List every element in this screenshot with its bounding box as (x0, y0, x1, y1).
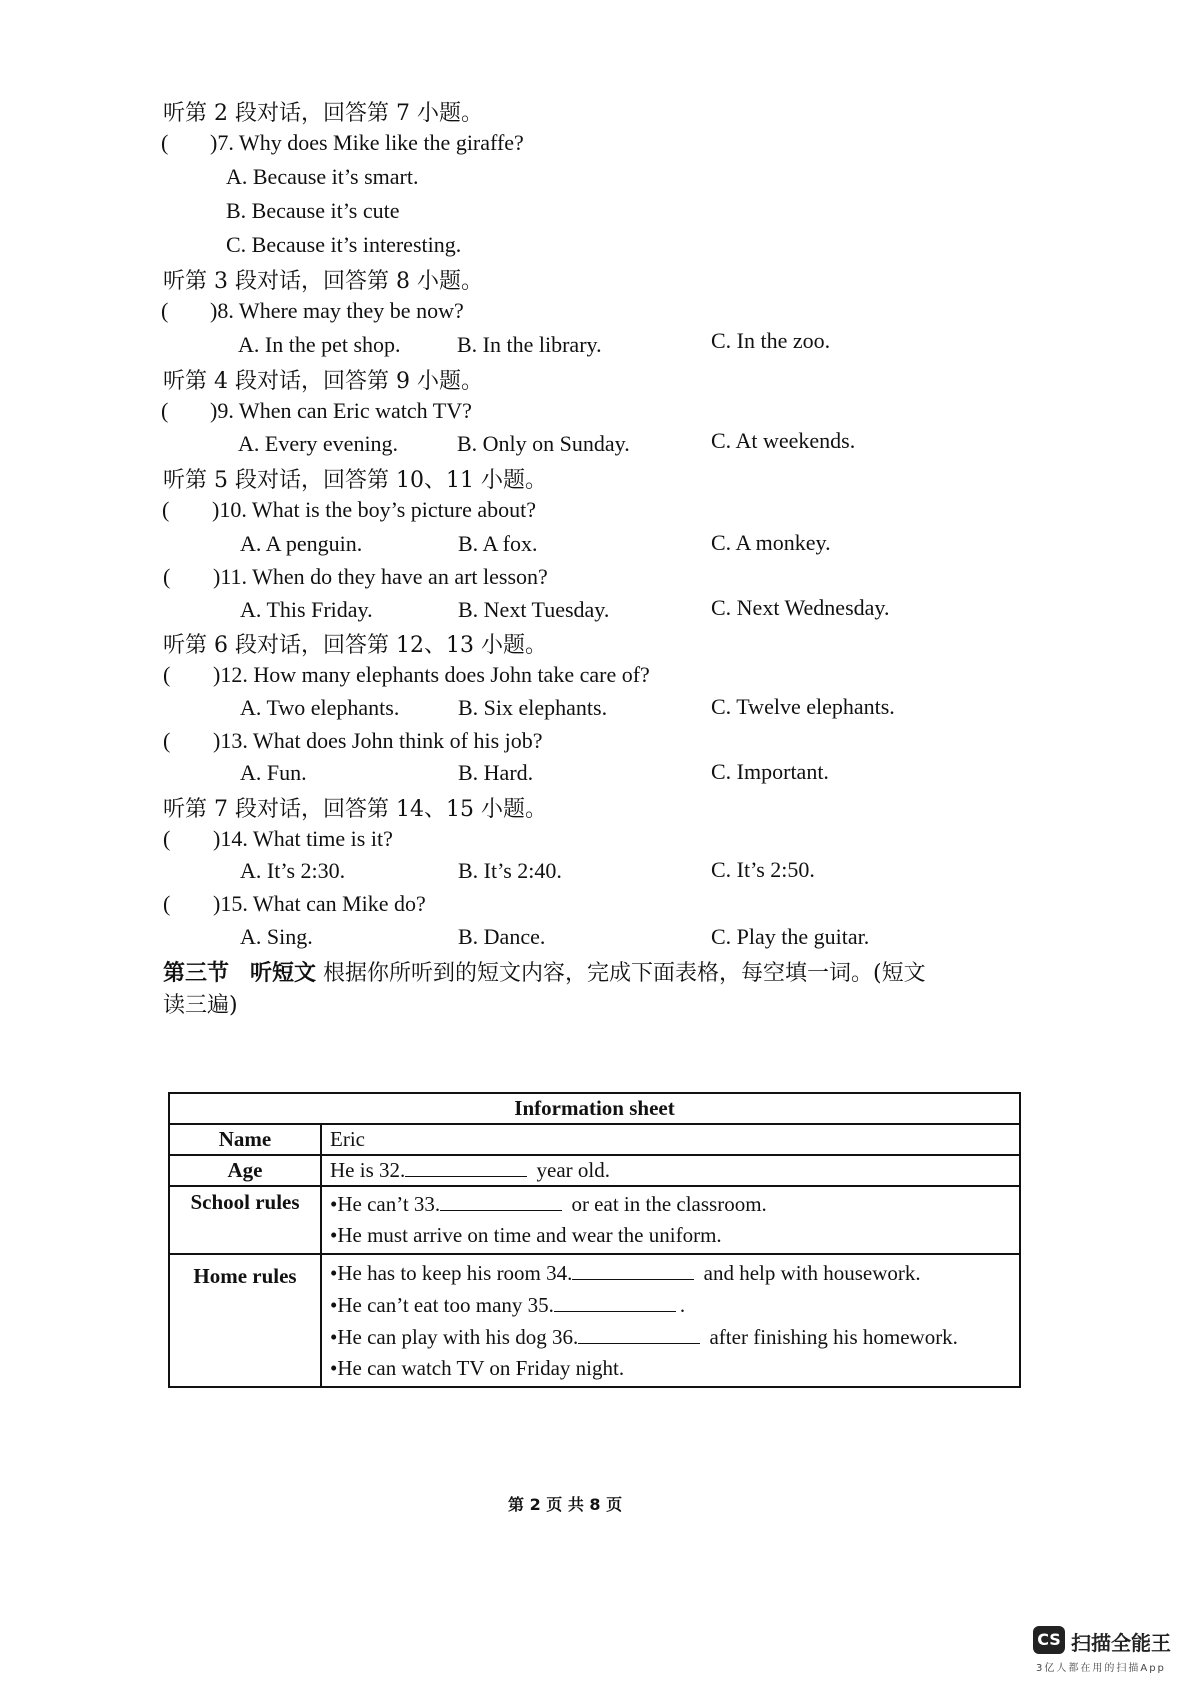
home-rule-2-suffix: . (679, 1293, 686, 1317)
blank-32[interactable] (405, 1156, 527, 1177)
home-rule-3-prefix: •He can play with his dog 36. (330, 1325, 579, 1349)
q7-option-b: B. Because it’s cute (226, 198, 400, 223)
answer-paren: ( (161, 398, 169, 423)
q15-option-c: C. Play the guitar. (711, 924, 870, 949)
q11-option-b: B. Next Tuesday. (458, 597, 610, 622)
blank-33[interactable] (440, 1190, 562, 1211)
table-title: Information sheet (169, 1093, 1020, 1124)
part3-heading (163, 956, 926, 987)
home-rule-1 (330, 1257, 1011, 1289)
school-rule-1-suffix: or eat in the classroom. (571, 1192, 767, 1216)
information-sheet (168, 1092, 1021, 1388)
scanner-logo-badge: CS (1033, 1626, 1065, 1654)
q9-option-a: A. Every evening. (238, 431, 399, 456)
blank-35[interactable] (554, 1291, 676, 1312)
question-11: )11. When do they have an art lesson? (213, 564, 548, 589)
q7-option-a: A. Because it’s smart. (226, 164, 419, 189)
answer-paren: ( (162, 497, 170, 522)
section-heading-5: 听第 5 段对话，回答第 10、11 小题。 (163, 468, 547, 493)
q14-option-c: C. It’s 2:50. (711, 857, 815, 882)
scanner-app-subtitle: 3亿人都在用的扫描App (1036, 1663, 1166, 1674)
home-rule-1-prefix: •He has to keep his room 34. (330, 1261, 573, 1285)
q7-option-c: C. Because it’s interesting. (226, 232, 462, 257)
answer-paren: ( (163, 564, 171, 589)
section-heading-7: 听第 7 段对话，回答第 14、15 小题。 (163, 797, 547, 822)
page-number: 第 2 页 共 8 页 (508, 1495, 623, 1514)
part3-instructions: 根据你所听到的短文内容，完成下面表格，每空填一词。(短文 (323, 961, 926, 986)
blank-36[interactable] (578, 1323, 700, 1344)
q11-option-a: A. This Friday. (240, 597, 373, 622)
q12-option-c: C. Twelve elephants. (711, 694, 895, 719)
q8-option-b: B. In the library. (457, 332, 602, 357)
home-rule-1-suffix: and help with housework. (703, 1261, 921, 1285)
home-rule-3 (330, 1321, 1011, 1353)
section-heading-6: 听第 6 段对话，回答第 12、13 小题。 (163, 633, 547, 658)
school-rule-1-prefix: •He can’t 33. (330, 1192, 441, 1216)
home-rule-2-prefix: •He can’t eat too many 35. (330, 1293, 554, 1317)
question-14: )14. What time is it? (213, 826, 393, 851)
home-rule-4: •He can watch TV on Friday night. (330, 1356, 625, 1380)
question-7: )7. Why does Mike like the giraffe? (210, 130, 524, 155)
age-suffix: year old. (536, 1158, 610, 1182)
q12-option-b: B. Six elephants. (458, 695, 608, 720)
blank-34[interactable] (572, 1259, 694, 1280)
part3-title: 听短文 (250, 960, 317, 986)
q10-option-a: A. A penguin. (240, 531, 363, 556)
section-heading-3: 听第 3 段对话，回答第 8 小题。 (163, 269, 483, 294)
question-10: )10. What is the boy’s picture about? (212, 497, 537, 522)
q13-option-c: C. Important. (711, 759, 829, 784)
q8-option-c: C. In the zoo. (711, 328, 831, 353)
part3-label: 第三节 (163, 960, 230, 986)
q14-option-a: A. It’s 2:30. (240, 858, 346, 883)
q8-option-a: A. In the pet shop. (238, 332, 401, 357)
part3-instructions-cont: 读三遍) (163, 993, 238, 1018)
row-header-age: Age (169, 1155, 321, 1186)
q11-option-c: C. Next Wednesday. (711, 595, 890, 620)
answer-paren: ( (163, 662, 171, 687)
question-8: )8. Where may they be now? (210, 298, 464, 323)
age-prefix: He is 32. (330, 1158, 406, 1182)
school-rules-cell (321, 1186, 1020, 1254)
answer-paren: ( (163, 891, 171, 916)
section-heading-2: 听第 2 段对话，回答第 7 小题。 (163, 101, 483, 126)
q15-option-b: B. Dance. (458, 924, 546, 949)
home-rules-cell (321, 1254, 1020, 1387)
q13-option-a: A. Fun. (240, 760, 307, 785)
question-12: )12. How many elephants does John take care of? (213, 662, 650, 687)
q13-option-b: B. Hard. (458, 760, 534, 785)
answer-paren: ( (163, 826, 171, 851)
section-heading-4: 听第 4 段对话，回答第 9 小题。 (163, 369, 483, 394)
scanner-app-title: 扫描全能王 (1071, 1631, 1171, 1655)
q9-option-b: B. Only on Sunday. (457, 431, 630, 456)
school-rule-2: •He must arrive on time and wear the uniform. (330, 1223, 722, 1247)
school-rule-1 (330, 1189, 1011, 1220)
name-value: Eric (321, 1124, 1020, 1155)
answer-paren: ( (161, 298, 169, 323)
age-cell (321, 1155, 1020, 1186)
q10-option-c: C. A monkey. (711, 530, 831, 555)
q15-option-a: A. Sing. (240, 924, 313, 949)
row-header-home-rules: Home rules (169, 1254, 321, 1387)
home-rule-3-suffix: after finishing his homework. (709, 1325, 958, 1349)
q12-option-a: A. Two elephants. (240, 695, 400, 720)
answer-paren: ( (161, 130, 169, 155)
row-header-school-rules: School rules (169, 1186, 321, 1254)
q9-option-c: C. At weekends. (711, 428, 856, 453)
answer-paren: ( (163, 728, 171, 753)
question-15: )15. What can Mike do? (213, 891, 426, 916)
q10-option-b: B. A fox. (458, 531, 538, 556)
question-9: )9. When can Eric watch TV? (210, 398, 472, 423)
row-header-name: Name (169, 1124, 321, 1155)
question-13: )13. What does John think of his job? (213, 728, 543, 753)
q14-option-b: B. It’s 2:40. (458, 858, 562, 883)
home-rule-2 (330, 1289, 1011, 1321)
